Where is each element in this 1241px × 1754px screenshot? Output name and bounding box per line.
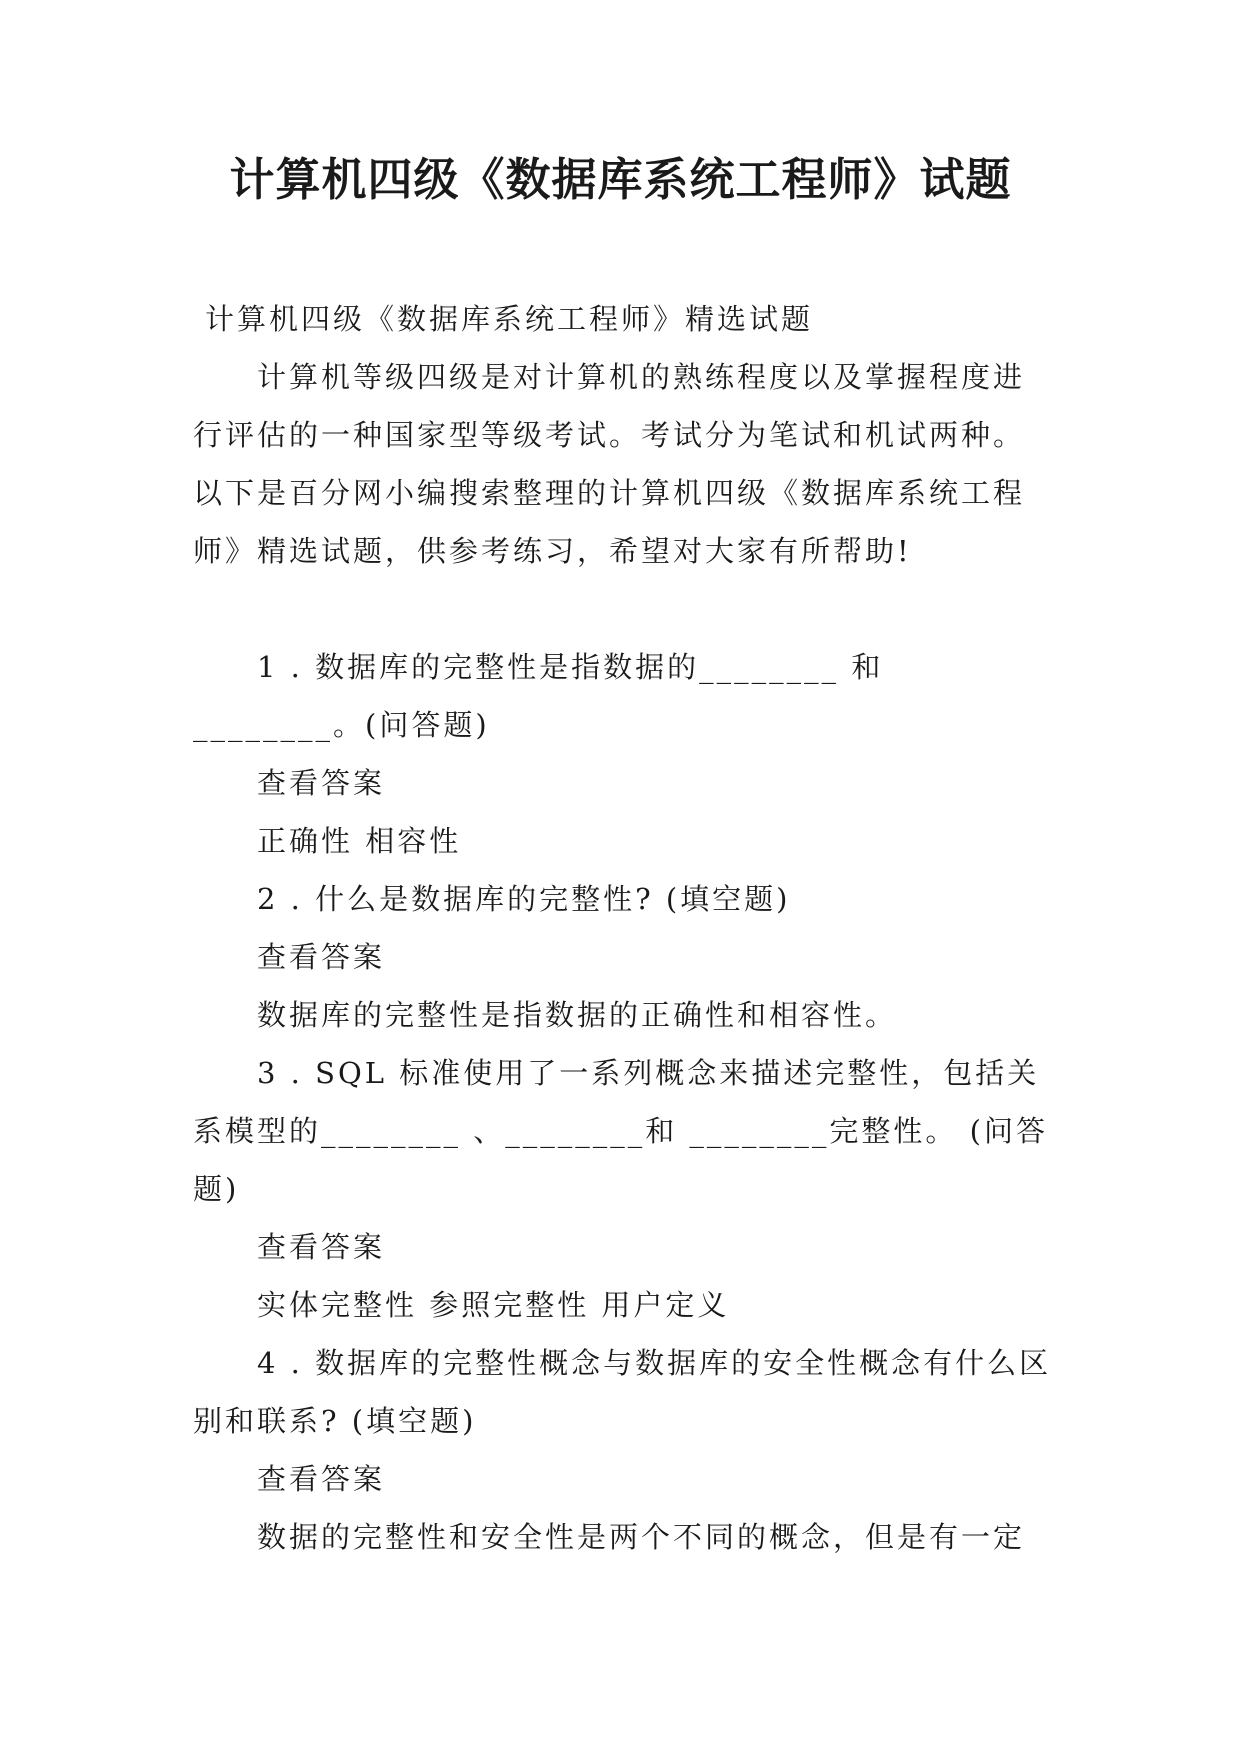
question-1-view-answer[interactable]: 查看答案 [257,766,386,800]
question-3-answer: 实体完整性 参照完整性 用户定义 [257,1288,730,1322]
intro-paragraph: 计算机等级四级是对计算机的熟练程度以及掌握程度进行评估的一种国家型等级考试。考试分为笔试和机试两种。以下是百分网小编搜索整理的计算机四级《数据库系统工程师》精选试题，供参考练习，希望对大家有所帮助! [193,360,1026,568]
document-subtitle: 计算机四级《数据库系统工程师》精选试题 [205,302,814,336]
paragraph-spacer [193,580,1055,638]
question-1-answer: 正确性 相容性 [257,824,462,858]
question-3-view-answer[interactable]: 查看答案 [257,1230,386,1264]
question-2-answer: 数据库的完整性是指数据的正确性和相容性。 [257,998,898,1032]
question-4-view-answer[interactable]: 查看答案 [257,1462,386,1496]
question-4: 4 . 数据库的完整性概念与数据库的安全性概念有什么区别和联系? (填空题) [193,1346,1052,1438]
question-3: 3 . SQL 标准使用了一系列概念来描述完整性，包括关系模型的________ 、________和 ________完整性。 (问答题) [193,1056,1048,1206]
question-1: 1 . 数据库的完整性是指数据的________ 和 ________。(问答题) [193,650,884,742]
document-body [193,290,1055,1566]
question-4-answer: 数据的完整性和安全性是两个不同的概念，但是有一定 [257,1520,1026,1554]
question-2: 2 . 什么是数据库的完整性? (填空题) [257,882,791,916]
document-title: 计算机四级《数据库系统工程师》试题 [229,153,1012,206]
question-2-view-answer[interactable]: 查看答案 [257,940,386,974]
